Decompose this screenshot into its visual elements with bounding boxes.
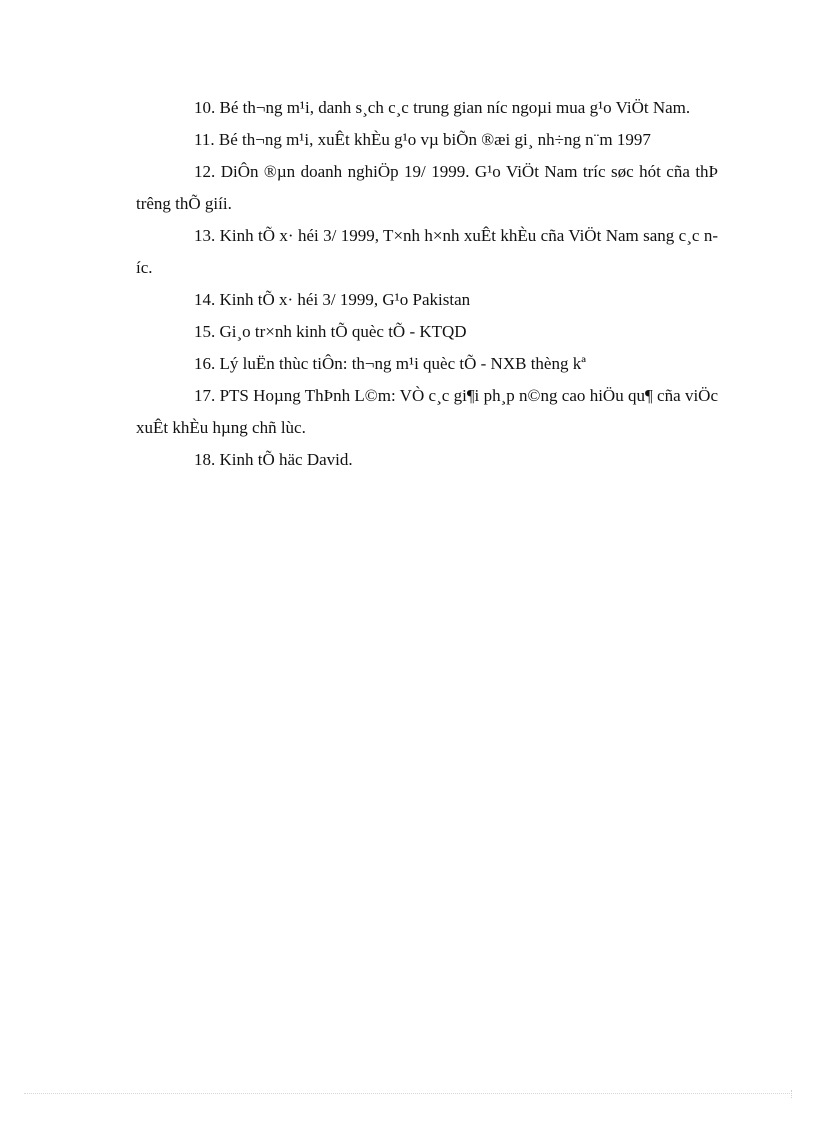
reference-item-18: 18. Kinh tÕ häc David. <box>194 450 353 469</box>
reference-item-16: 16. Lý luËn thùc tiÔn: th¬ng m¹i quèc tÕ - NXB thèng kª <box>194 354 586 373</box>
reference-list <box>136 92 718 476</box>
reference-item-13: 13. Kinh tÕ x· héi 3/ 1999, T×nh h×nh xuÊt khÈu cña ViÖt Nam sang c¸c níc. <box>136 226 718 277</box>
page-bottom-rule <box>24 1093 792 1094</box>
reference-item-12: 12. DiÔn ®µn doanh nghiÖp 19/ 1999. G¹o ViÖt Nam tríc søc hót cña thÞ trêng thÕ giíi. <box>136 162 718 213</box>
reference-item-10: 10. Bé th¬ng m¹i, danh s¸ch c¸c trung gian níc ngoµi mua g¹o ViÖt Nam. <box>194 98 691 117</box>
page-corner-mark <box>783 1090 792 1098</box>
reference-item-14: 14. Kinh tÕ x· héi 3/ 1999, G¹o Pakistan <box>194 290 471 309</box>
reference-item-17: 17. PTS Hoµng ThÞnh L©m: VÒ c¸c gi¶i ph¸p n©ng cao hiÖu qu¶ cña viÖc xuÊt khÈu hµng chñ lùc. <box>136 386 718 437</box>
reference-item-15: 15. Gi¸o tr×nh kinh tÕ quèc tÕ - KTQD <box>194 322 467 341</box>
reference-item-11: 11. Bé th¬ng m¹i, xuÊt khÈu g¹o vµ biÕn ®æi gi¸ nh÷ng n¨m 1997 <box>194 130 651 149</box>
